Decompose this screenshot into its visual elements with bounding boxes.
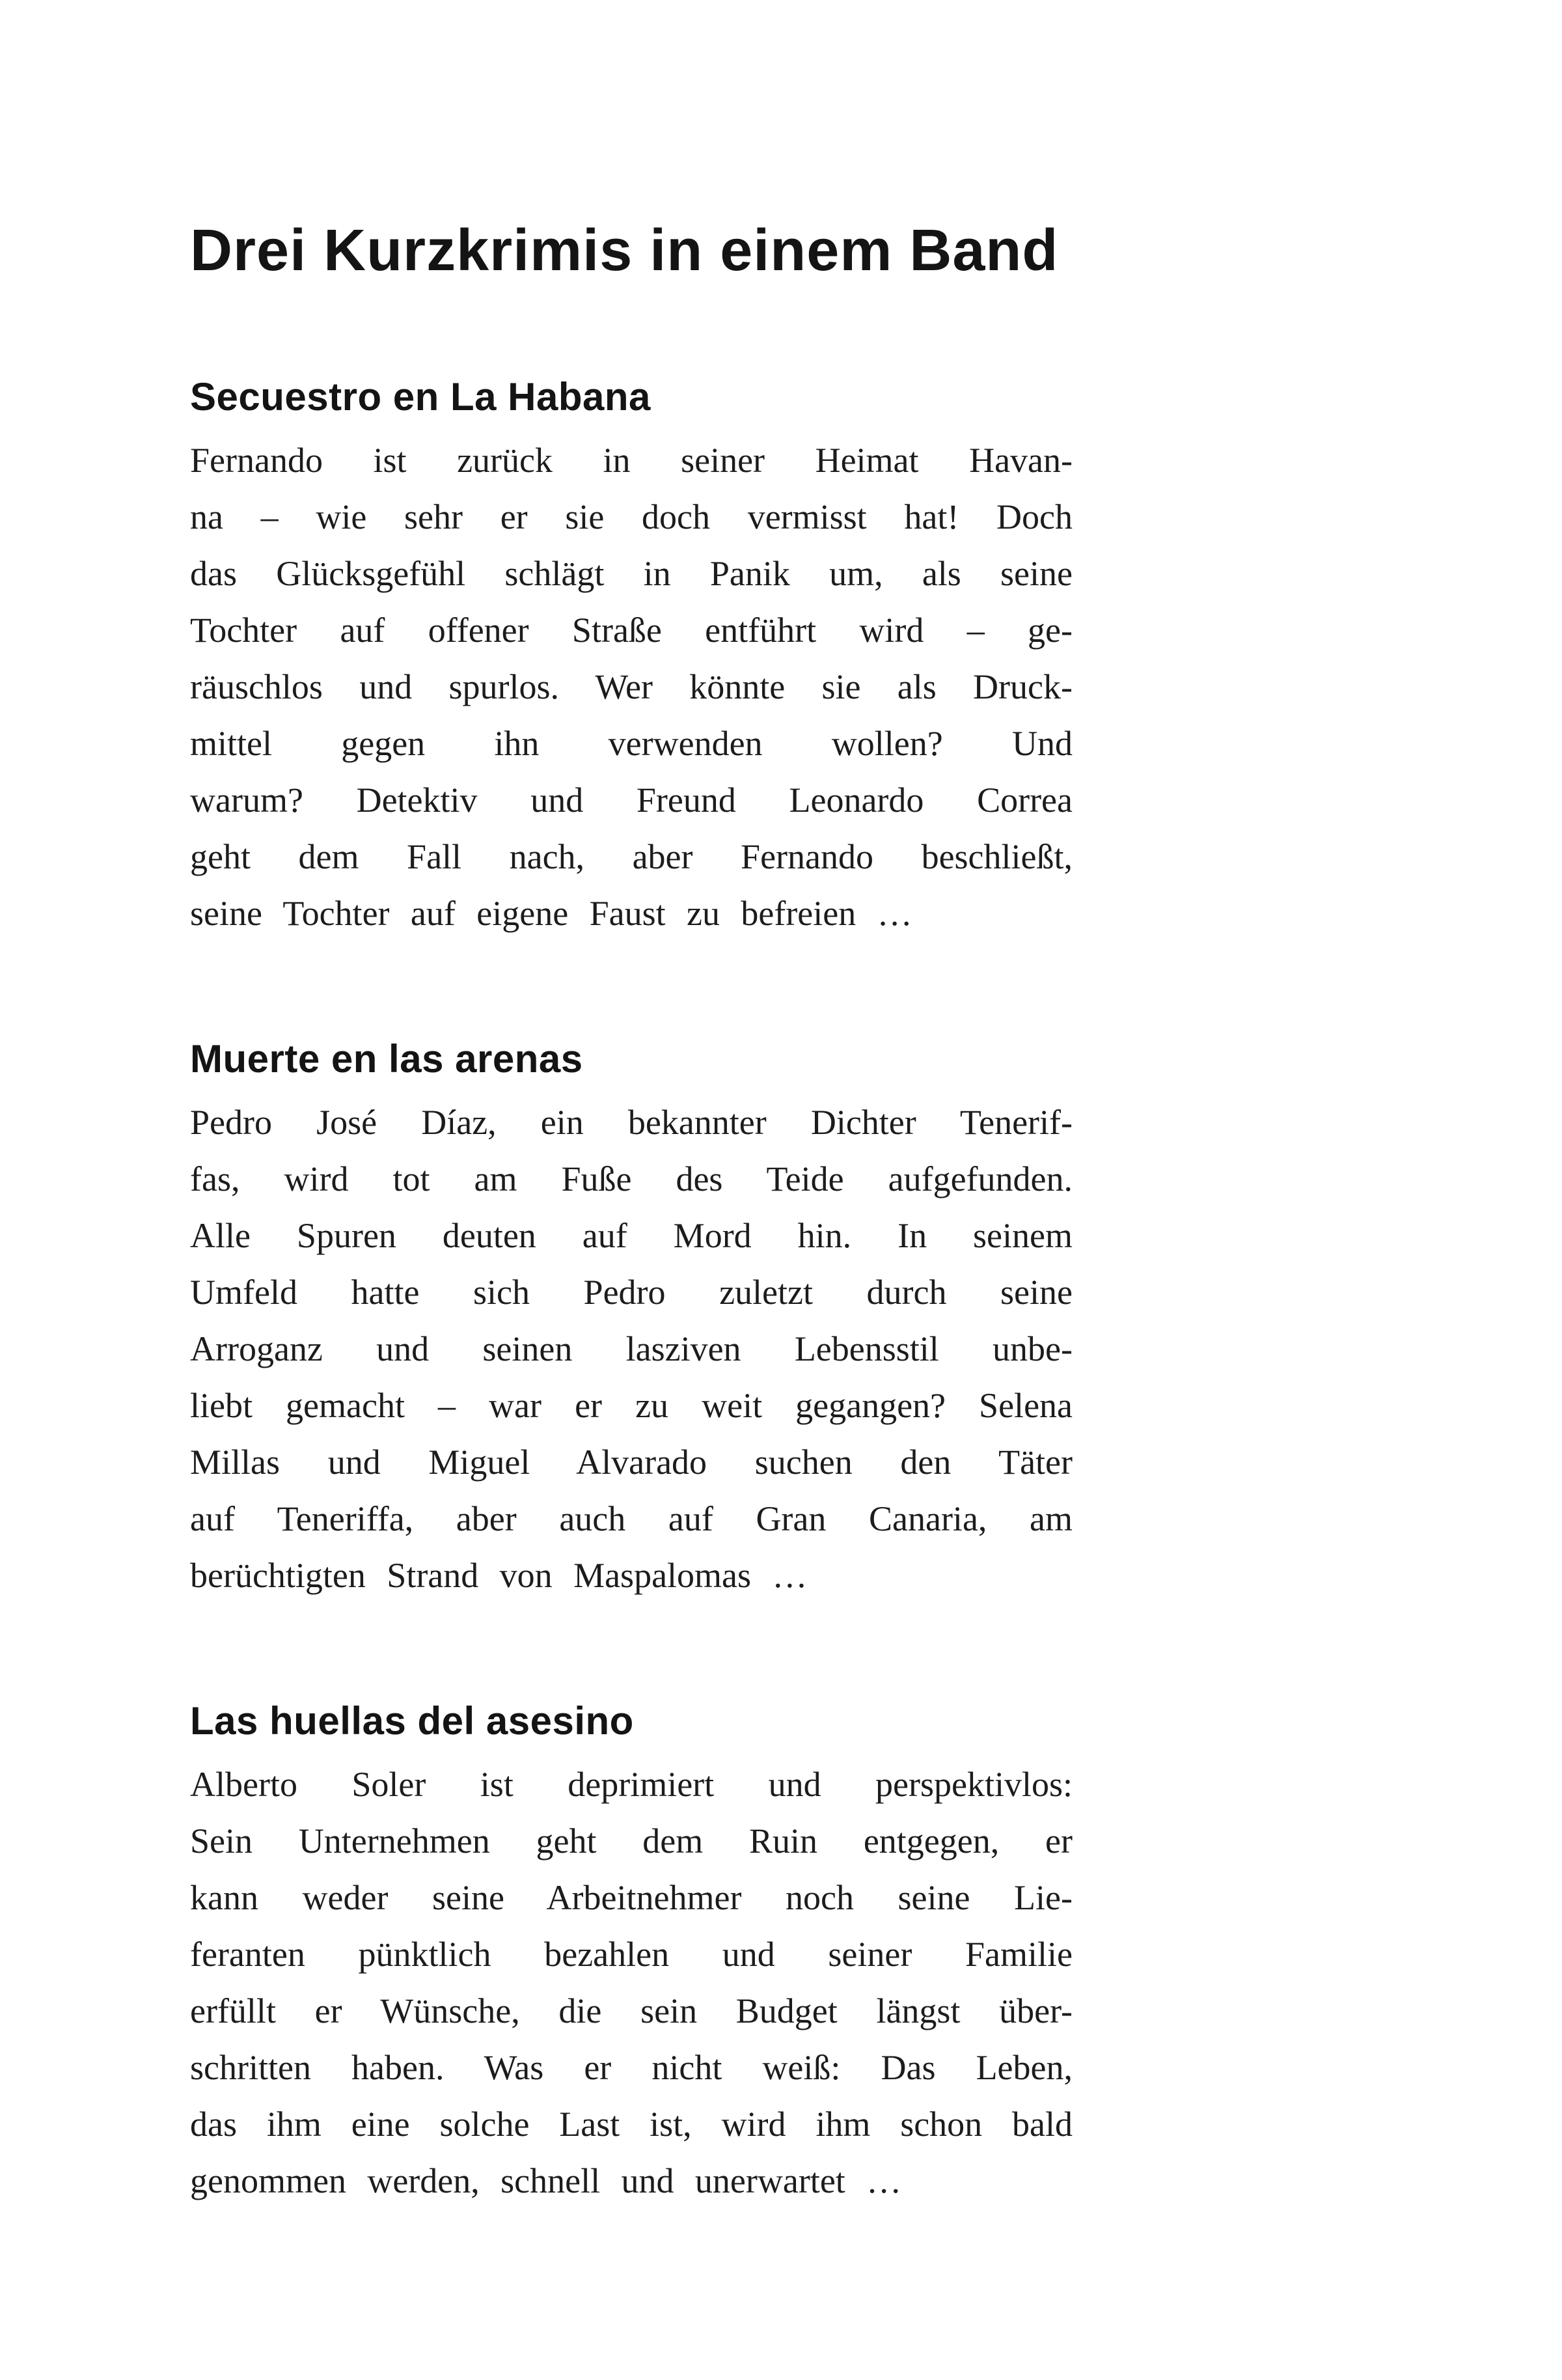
text-line: mittel gegen ihn verwenden wollen? Und [190, 724, 1073, 763]
blurb-section-huellas [190, 1699, 1073, 2209]
section-heading-huellas: Las huellas del asesino [190, 1699, 634, 1743]
blurb-section-secuestro [190, 375, 1073, 942]
text-line: Umfeld hatte sich Pedro zuletzt durch seine [190, 1273, 1073, 1312]
text-line: schritten haben. Was er nicht weiß: Das Leben, [190, 2048, 1073, 2087]
text-line: auf Teneriffa, aber auch auf Gran Canaria, am [190, 1499, 1073, 1538]
section-heading-muerte: Muerte en las arenas [190, 1037, 583, 1081]
text-line: geht dem Fall nach, aber Fernando beschließt, [190, 837, 1073, 876]
text-line: seine Tochter auf eigene Faust zu befreien … [190, 894, 912, 933]
text-line: das Glücksgefühl schlägt in Panik um, als seine [190, 554, 1073, 593]
blurb-paragraph-huellas [190, 1756, 1073, 2209]
text-line: na – wie sehr er sie doch vermisst hat! Doch [190, 497, 1073, 536]
text-line: fas, wird tot am Fuße des Teide aufgefunden. [190, 1159, 1073, 1198]
text-column [190, 0, 1073, 2209]
text-line: feranten pünktlich bezahlen und seiner Familie [190, 1935, 1073, 1974]
section-heading-secuestro: Secuestro en La Habana [190, 375, 651, 419]
text-line: Sein Unternehmen geht dem Ruin entgegen, er [190, 1821, 1073, 1861]
text-line: warum? Detektiv und Freund Leonardo Correa [190, 781, 1073, 820]
text-line: berüchtigten Strand von Maspalomas … [190, 1556, 808, 1595]
text-line: Fernando ist zurück in seiner Heimat Havan- [190, 441, 1073, 480]
text-line: Millas und Miguel Alvarado suchen den Täter [190, 1443, 1073, 1482]
text-line: kann weder seine Arbeitnehmer noch seine Lie- [190, 1878, 1073, 1917]
text-line: Pedro José Díaz, ein bekannter Dichter Tenerif- [190, 1103, 1073, 1142]
text-line: Alberto Soler ist deprimiert und perspektivlos: [190, 1765, 1073, 1804]
text-line: Tochter auf offener Straße entführt wird – ge- [190, 611, 1073, 650]
text-line: das ihm eine solche Last ist, wird ihm schon bald [190, 2105, 1073, 2144]
text-line: räuschlos und spurlos. Wer könnte sie als Druck- [190, 667, 1073, 706]
text-line: genommen werden, schnell und unerwartet … [190, 2161, 902, 2200]
text-line: Alle Spuren deuten auf Mord hin. In seinem [190, 1216, 1073, 1255]
blurb-paragraph-secuestro [190, 432, 1073, 942]
text-line: liebt gemacht – war er zu weit gegangen? Selena [190, 1386, 1073, 1425]
blurb-paragraph-muerte [190, 1094, 1073, 1604]
page-title: Drei Kurzkrimis in einem Band [190, 218, 1059, 283]
blurb-section-muerte [190, 1037, 1073, 1604]
text-line: erfüllt er Wünsche, die sein Budget längst über- [190, 1991, 1073, 2030]
text-line: Arroganz und seinen lasziven Lebensstil unbe- [190, 1329, 1073, 1368]
